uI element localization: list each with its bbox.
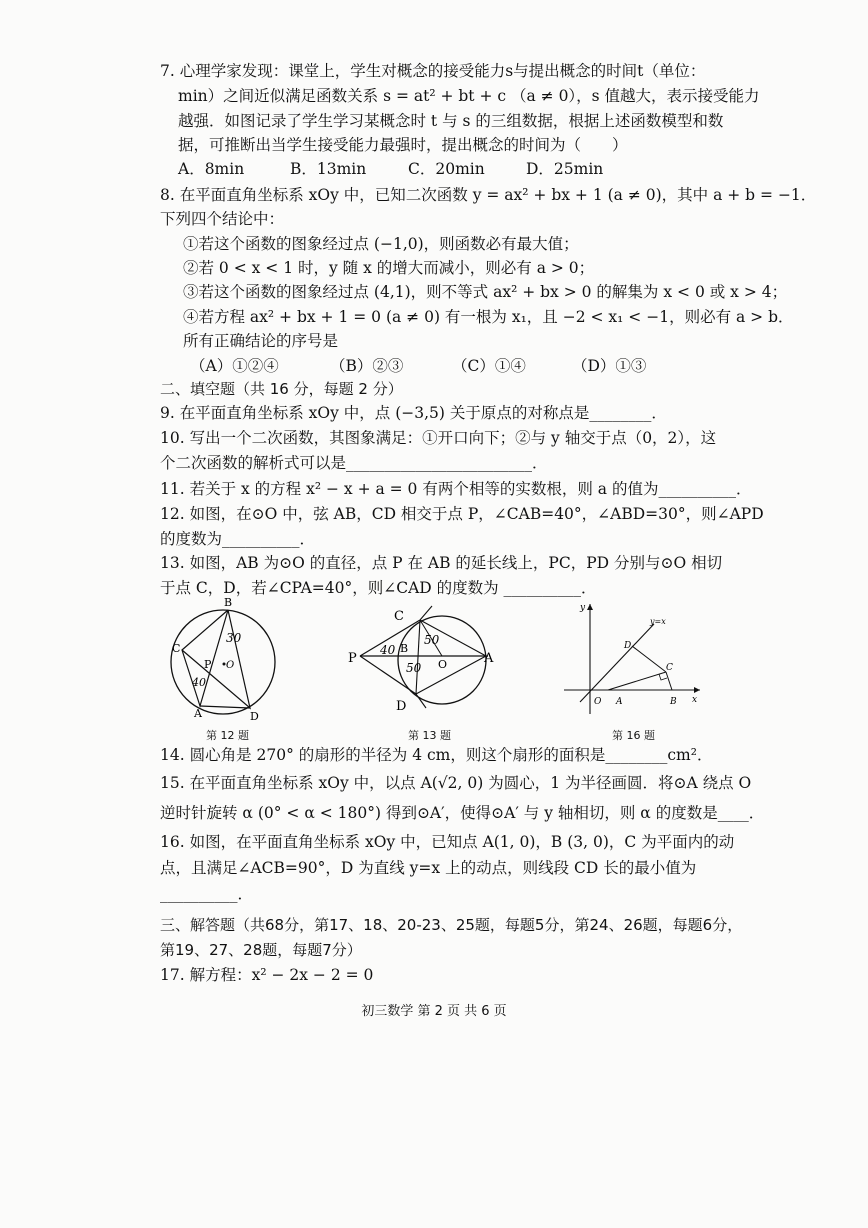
f16-label-o: O (594, 697, 602, 707)
f12-mark-40: 40 (192, 676, 206, 689)
q7-option-b: B．13min (290, 160, 367, 178)
f13-label-c: C (394, 609, 404, 624)
f12-label-a: A (194, 707, 202, 720)
f16-label-c: C (666, 663, 673, 673)
q7-option-c: C．20min (408, 160, 485, 178)
f13-label-b: B (400, 642, 409, 655)
q10-line-2: 个二次函数的解析式可以是________________________． (160, 454, 548, 472)
figure-16 (560, 598, 710, 718)
f13-label-a: A (484, 651, 494, 666)
q7-option-d: D．25min (526, 160, 604, 178)
figure-16-caption: 第 16 题 (612, 729, 655, 742)
q8-ask: 所有正确结论的序号是 (183, 332, 339, 350)
section-3-heading-1: 三、解答题（共68分，第17、18、20-23、25题，每题5分，第24、26题，每题6分， (160, 916, 743, 934)
f12-label-d: D (250, 710, 259, 723)
q7-option-a: A．8min (178, 160, 245, 178)
q8-line-2: 下列四个结论中： (160, 210, 285, 228)
f12-label-o: O (226, 660, 235, 671)
q8-option-a: （A）①②④ (190, 357, 279, 375)
q12-line-2: 的度数为__________． (160, 530, 316, 548)
q11: 11. 若关于 x 的方程 x² − x + a = 0 有两个相等的实数根，则 a 的值为__________． (160, 480, 752, 498)
q9: 9. 在平面直角坐标系 xOy 中，点 (−3,5) 关于原点的对称点是________． (160, 404, 667, 422)
q8-option-b: （B）②③ (330, 357, 404, 375)
q8-conclusion-4: ④若方程 ax² + bx + 1 = 0 (a ≠ 0) 有一根为 x₁，且 −2 < x₁ < −1，则必有 a > b． (183, 308, 794, 326)
f16-label-d: D (624, 641, 632, 651)
f12-label-b: B (224, 596, 233, 609)
figure-12 (168, 594, 278, 724)
q8-option-d: （D）①③ (572, 357, 647, 375)
f16-label-a: A (616, 697, 623, 707)
q15-line-1: 15. 在平面直角坐标系 xOy 中，以点 A(√2, 0) 为圆心，1 为半径画圆．将⊙A 绕点 O (160, 774, 752, 792)
f13-label-o: O (438, 658, 448, 671)
q15-line-2: 逆时针旋转 α (0° < α < 180°) 得到⊙A′，使得⊙A′ 与 y 轴相切，则 α 的度数是____． (160, 804, 765, 822)
q16-line-3: __________． (160, 885, 254, 903)
f13-label-d: D (396, 699, 407, 714)
q8-options (190, 355, 646, 377)
q7-line-1: 7. 心理学家发现：课堂上，学生对概念的接受能力s与提出概念的时间t（单位： (160, 62, 706, 80)
q7-line-4: 据，可推断出当学生接受能力最强时，提出概念的时间为（ ） (178, 136, 628, 154)
q12-line-1: 12. 如图，在⊙O 中，弦 AB，CD 相交于点 P，∠CAB=40°，∠ABD=30°，则∠APD (160, 505, 764, 523)
q8-line-1: 8. 在平面直角坐标系 xOy 中，已知二次函数 y = ax² + bx + 1 (a ≠ 0)，其中 a + b = −1． (160, 186, 817, 204)
q16-line-2: 点，且满足∠ACB=90°，D 为直线 y=x 上的动点，则线段 CD 长的最小值为 (160, 859, 697, 877)
q8-option-c: （C）①④ (452, 357, 526, 375)
f13-mark-50a: 50 (424, 633, 440, 647)
f13-mark-40: 40 (380, 643, 396, 657)
f16-label-b: B (670, 697, 677, 707)
q7-line-3: 越强．如图记录了学生学习某概念时 t 与 s 的三组数据，根据上述函数模型和数 (178, 112, 724, 130)
f12-label-p: P (204, 658, 212, 671)
figure-13 (346, 604, 506, 720)
q10-line-1: 10. 写出一个二次函数，其图象满足：①开口向下；②与 y 轴交于点（0，2），这 (160, 429, 717, 447)
f16-label-y: y (580, 603, 586, 613)
figure-12-caption: 第 12 题 (206, 729, 249, 742)
f16-label-x: x (692, 695, 698, 705)
q8-conclusion-1: ①若这个函数的图象经过点 (−1,0)，则函数必有最大值； (183, 235, 579, 253)
q8-conclusion-3: ③若这个函数的图象经过点 (4,1)，则不等式 ax² + bx > 0 的解集为 x < 0 或 x > 4； (183, 283, 788, 301)
f13-label-p: P (348, 651, 357, 666)
q14: 14. 圆心角是 270° 的扇形的半径为 4 cm，则这个扇形的面积是________cm²． (160, 746, 713, 764)
f13-mark-50b: 50 (406, 661, 422, 675)
figure-13-caption: 第 13 题 (408, 729, 451, 742)
q17: 17. 解方程：x² − 2x − 2 = 0 (160, 966, 374, 984)
section-3-heading-2: 第19、27、28题，每题7分） (160, 941, 362, 959)
f12-mark-30: 30 (226, 631, 242, 645)
q16-line-1: 16. 如图，在平面直角坐标系 xOy 中，已知点 A(1, 0)，B (3, 0)，C 为平面内的动 (160, 833, 735, 851)
q8-conclusion-2: ②若 0 < x < 1 时，y 随 x 的增大而减小，则必有 a > 0； (183, 259, 595, 277)
q13-line-2: 于点 C，D，若∠CPA=40°，则∠CAD 的度数为 __________． (160, 579, 597, 597)
q13-line-1: 13. 如图，AB 为⊙O 的直径，点 P 在 AB 的延长线上，PC，PD 分别与⊙O 相切 (160, 554, 723, 572)
f16-label-line: y=x (650, 617, 666, 626)
f12-label-c: C (172, 642, 181, 655)
q7-options (178, 158, 603, 180)
section-2-heading: 二、填空题（共 16 分，每题 2 分） (160, 380, 403, 398)
page-footer: 初三数学 第 2 页 共 6 页 (361, 1004, 507, 1019)
q7-line-2: min）之间近似满足函数关系 s = at² + bt + c （a ≠ 0），s 值越大，表示接受能力 (178, 87, 760, 105)
